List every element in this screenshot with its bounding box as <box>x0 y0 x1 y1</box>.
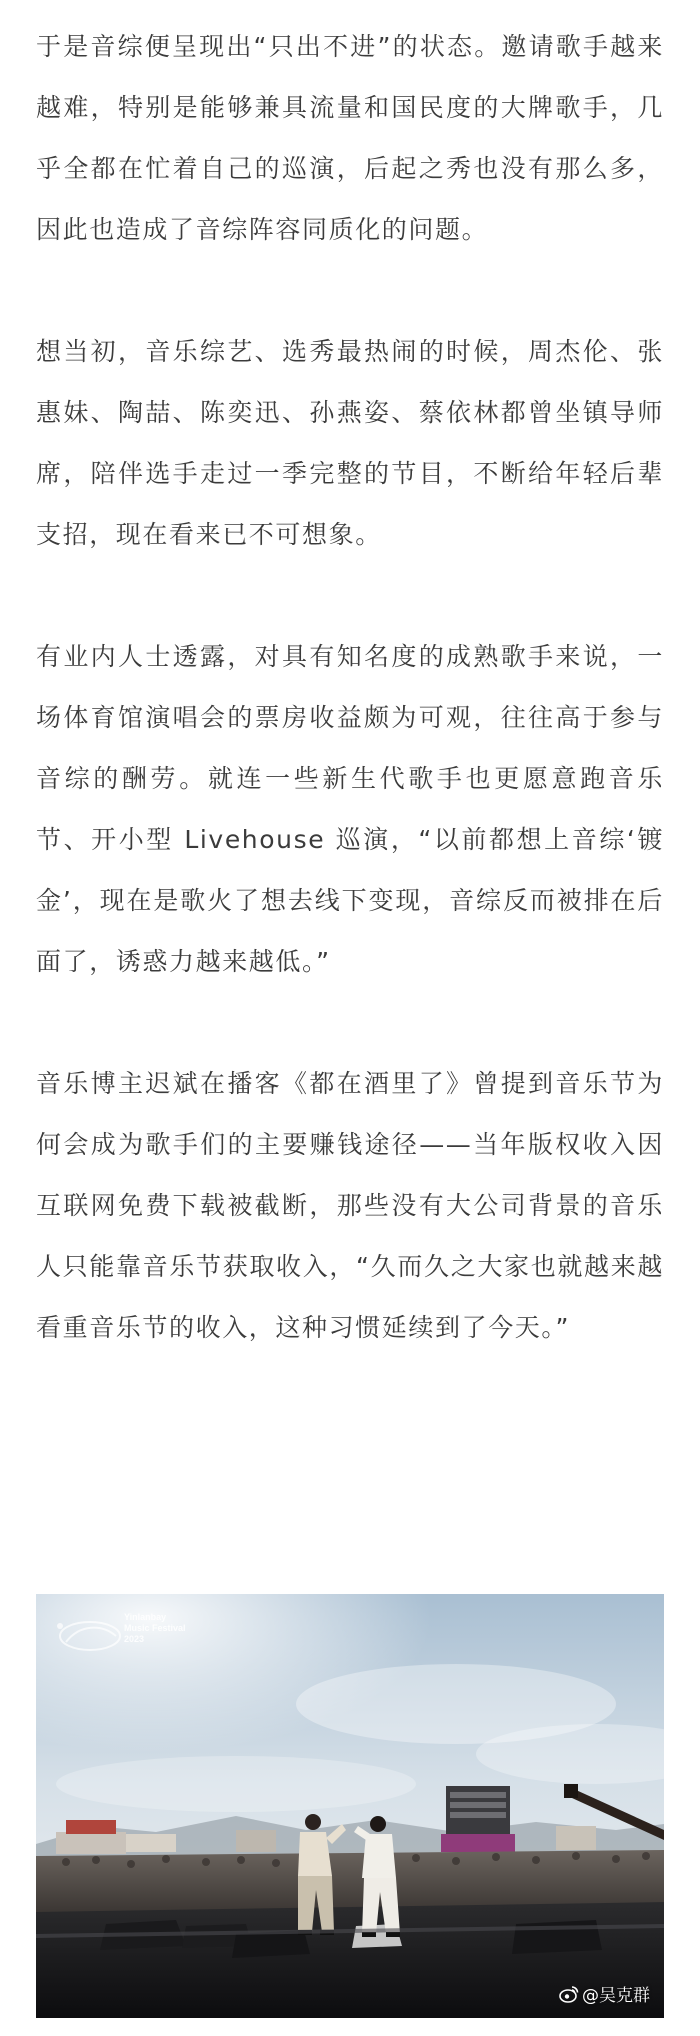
festival-logo-text: Yinlanbay Music Festival 2023 <box>124 1612 186 1644</box>
image-watermark <box>559 1981 650 2006</box>
paragraph-4: 音乐博主迟斌在播客《都在酒里了》曾提到音乐节为何会成为歌手们的主要赚钱途径——当年版权收入因互联网免费下载被截断，那些没有大公司背景的音乐人只能靠音乐节获取收入，“久而久之大家也就越来越看重音乐节的收入，这种习惯延续到了今天。” <box>36 1069 664 1342</box>
article-body <box>36 16 664 1358</box>
paragraph-2: 想当初，音乐综艺、选秀最热闹的时候，周杰伦、张惠妹、陶喆、陈奕迅、孙燕姿、蔡依林都曾坐镇导师席，陪伴选手走过一季完整的节目，不断给年轻后辈支招，现在看来已不可想象。 <box>36 337 664 549</box>
paragraph-1: 于是音综便呈现出“只出不进”的状态。邀请歌手越来越难，特别是能够兼具流量和国民度的大牌歌手，几乎全都在忙着自己的巡演，后起之秀也没有那么多，因此也造成了音综阵容同质化的问题。 <box>36 32 664 244</box>
watermark-text: @吴克群 <box>582 1986 650 2006</box>
paragraph-3: 有业内人士透露，对具有知名度的成熟歌手来说，一场体育馆演唱会的票房收益颇为可观，往往高于参与音综的酬劳。就连一些新生代歌手也更愿意跑音乐节、开小型 Livehouse 巡演，“以前都想上音综‘镀金’，现在是歌火了想去线下变现，音综反而被排在后面了，诱惑力越来越低。” <box>36 642 664 976</box>
concert-photo[interactable] <box>36 1594 664 2018</box>
weibo-icon <box>559 1985 579 2003</box>
